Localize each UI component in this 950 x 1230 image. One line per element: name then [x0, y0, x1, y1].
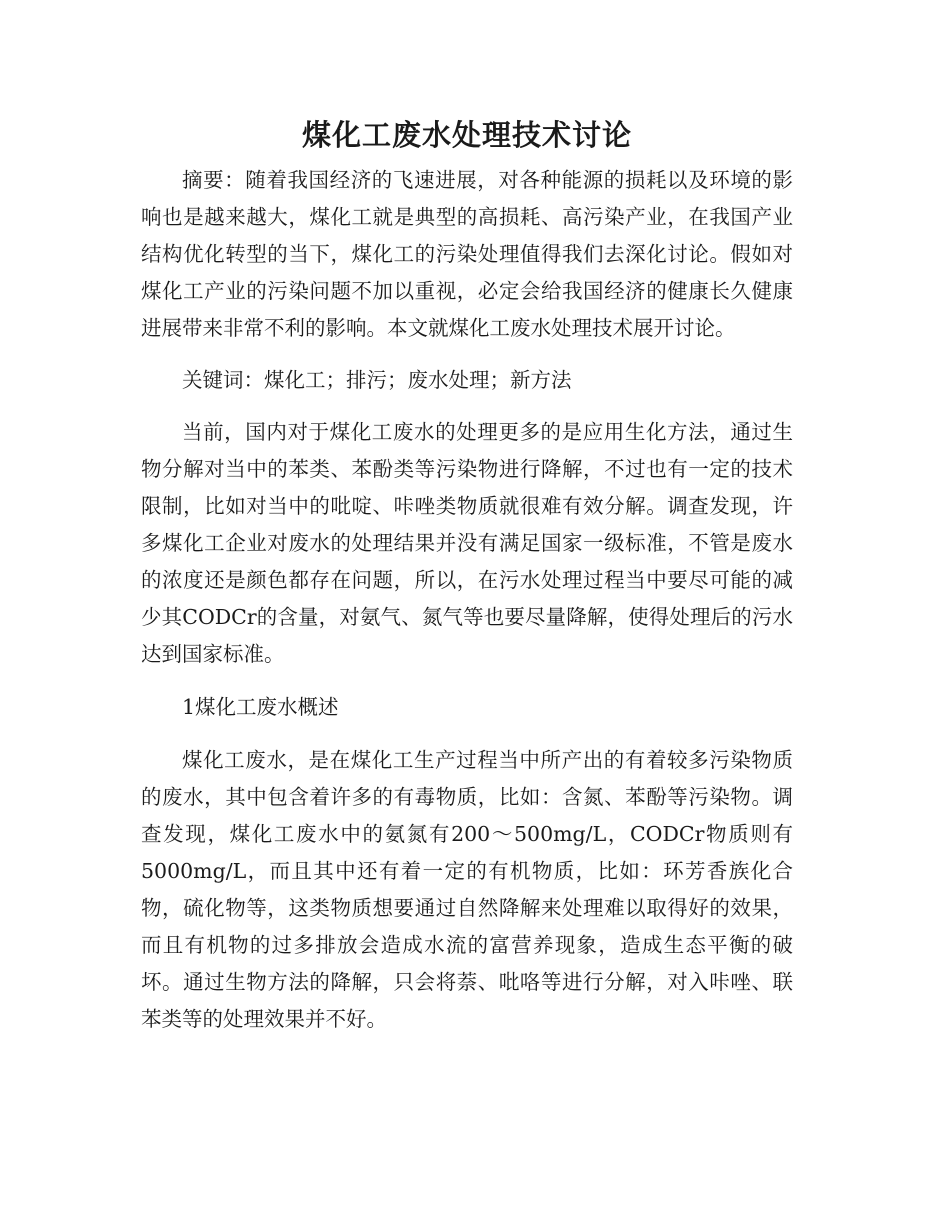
- paragraph-gap: [141, 347, 793, 362]
- document-title: 煤化工废水处理技术讨论: [301, 118, 632, 152]
- keywords-paragraph: 关键词：煤化工；排污；废水处理；新方法: [182, 368, 572, 392]
- paragraph-gap: [141, 673, 793, 689]
- intro-paragraph: 当前，国内对于煤化工废水的处理更多的是应用生化方法，通过生物分解对当中的苯类、苯酚类等污染物进行降解，不过也有一定的技术限制，比如对当中的吡啶、咔唑类物质就很难有效分解。调查发现，许多煤化工企业对废水的处理结果并没有满足国家一级标准，不管是废水的浓度还是颜色都存在问题，所以，在污水处理过程当中要尽可能的减少其CODCr的含量，对氨气、氮气等也要尽量降解，使得处理后的污水达到国家标准。: [141, 420, 793, 666]
- abstract-paragraph: 摘要：随着我国经济的飞速进展，对各种能源的损耗以及环境的影响也是越来越大，煤化工就是典型的高损耗、高污染产业，在我国产业结构优化转型的当下，煤化工的污染处理值得我们去深化讨论。假如对煤化工产业的污染问题不加以重视，必定会给我国经济的健康长久健康进展带来非常不利的影响。本文就煤化工废水处理技术展开讨论。: [141, 168, 793, 340]
- paragraph-gap: [141, 726, 793, 742]
- section-1-heading: 1煤化工废水概述: [182, 695, 339, 719]
- document-page: [141, 108, 793, 1038]
- paragraph-gap: [141, 399, 793, 414]
- section-1-body: 煤化工废水，是在煤化工生产过程当中所产出的有着较多污染物质的废水，其中包含着许多的有毒物质，比如：含氮、苯酚等污染物。调查发现，煤化工废水中的氨氮有200～500mg/L，CODCr物质则有5000mg/L，而且其中还有着一定的有机物质，比如：环芳香族化合物，硫化物等，这类物质想要通过自然降解来处理难以取得好的效果，而且有机物的过多排放会造成水流的富营养现象，造成生态平衡的破坏。通过生物方法的降解，只会将萘、吡咯等进行分解，对入咔唑、联苯类等的处理效果并不好。: [141, 748, 793, 1031]
